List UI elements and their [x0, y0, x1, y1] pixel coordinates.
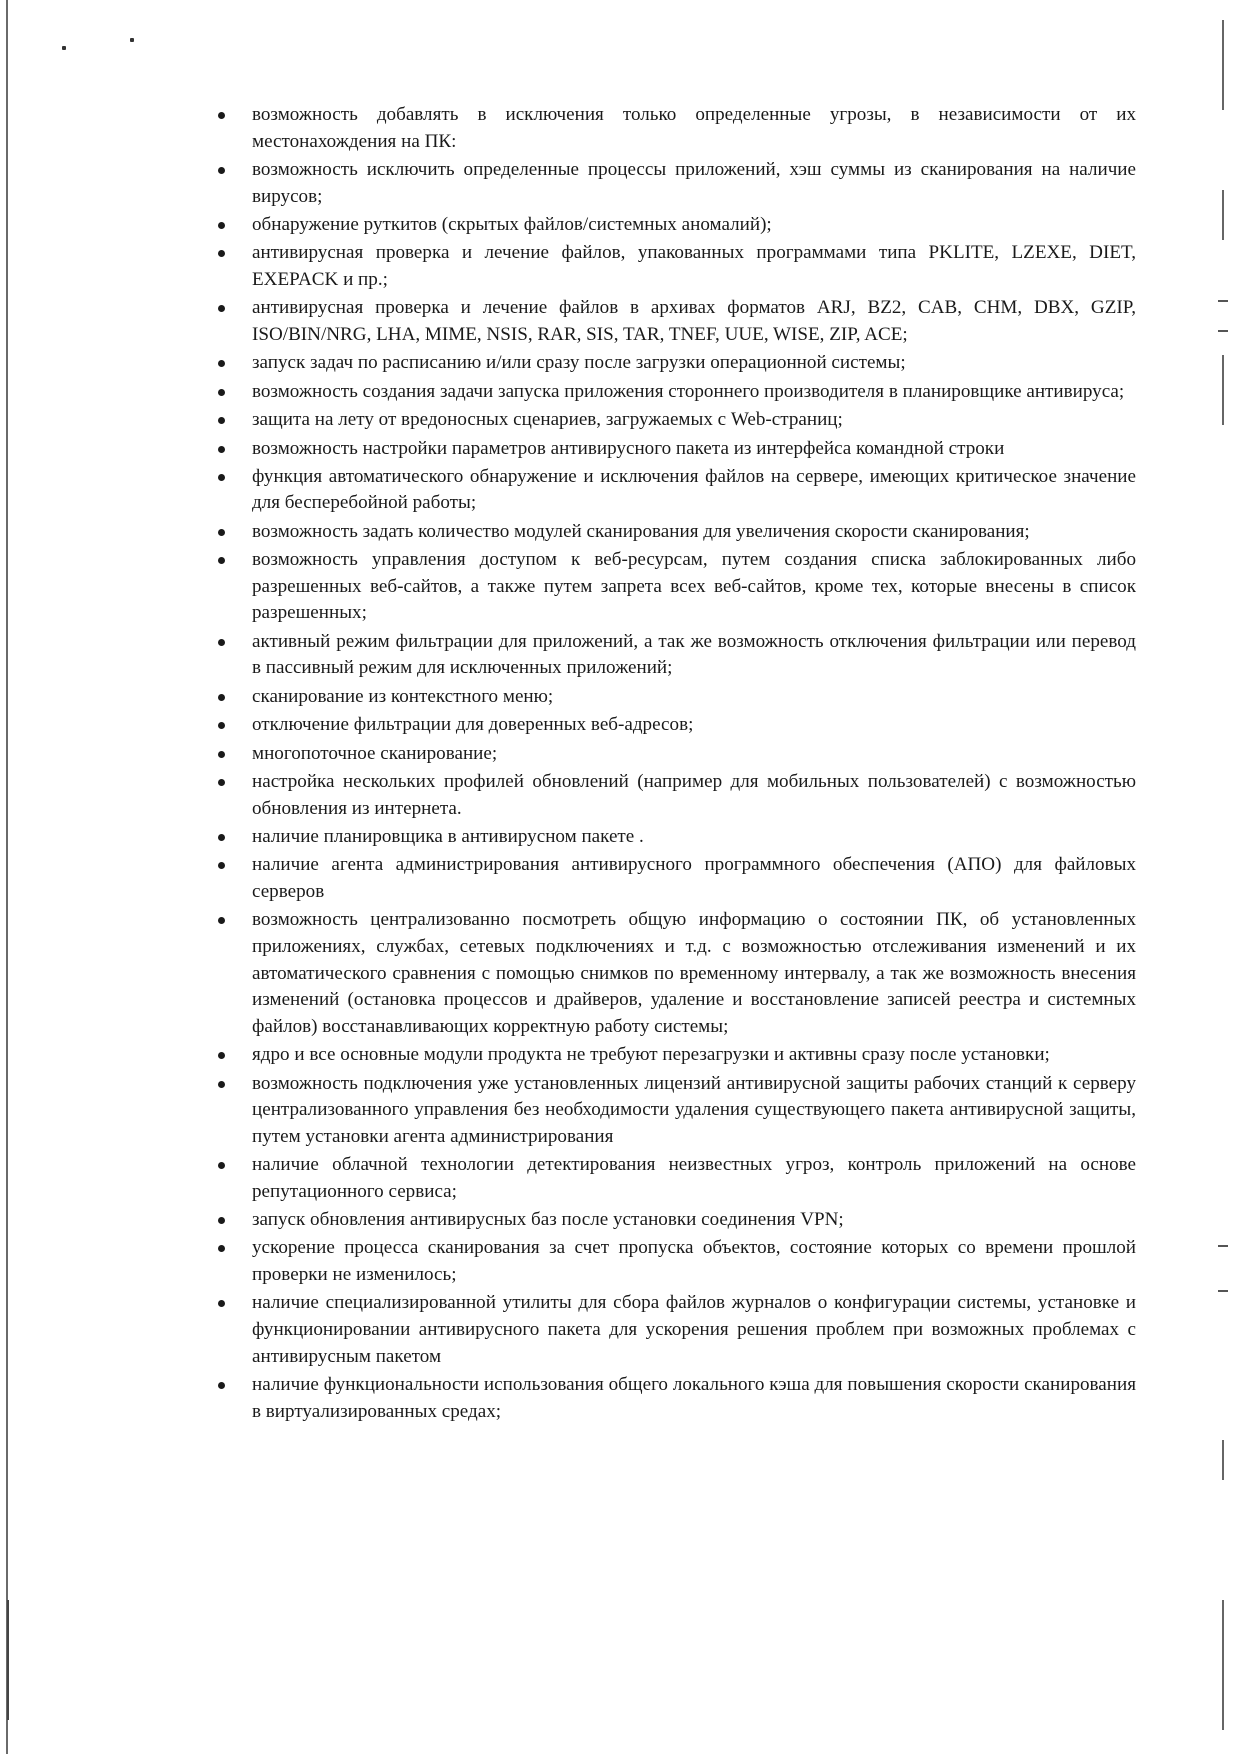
bullet-icon: [218, 1052, 225, 1059]
list-item-text: наличие агента администрирования антивирусного программного обеспечения (АПО) для файловых серверов: [252, 854, 1136, 902]
list-item-text: возможность задать количество модулей сканирования для увеличения скорости сканирования;: [252, 520, 1030, 542]
scan-speck: [130, 38, 134, 42]
scan-right-marks: [1222, 190, 1224, 240]
list-item: [218, 1372, 1136, 1425]
list-item-text: возможность подключения уже установленных лицензий антивирусной защиты рабочих станций к серверу централизованного управления без необходимости удаления существующего пакета антивирусной защиты, путем установки агента администрирования: [252, 1072, 1136, 1147]
list-item-text: запуск задач по расписанию и/или сразу после загрузки операционной системы;: [252, 352, 906, 374]
bullet-icon: [218, 751, 225, 758]
list-item: [218, 547, 1136, 627]
list-item: [218, 350, 1136, 377]
list-item-text: многопоточное сканирование;: [252, 742, 498, 764]
bullet-icon: [218, 474, 225, 481]
bullet-icon: [218, 417, 225, 424]
list-item: [218, 436, 1136, 463]
bullet-icon: [218, 446, 225, 453]
list-item: [218, 157, 1136, 210]
bullet-icon: [218, 1217, 225, 1224]
scan-right-marks: [1222, 1440, 1224, 1480]
scan-right-marks: [1222, 20, 1224, 110]
list-item: [218, 102, 1136, 155]
list-item-text: возможность исключить определенные процессы приложений, хэш суммы из сканирования на наличие вирусов;: [252, 158, 1136, 207]
bullet-icon: [218, 389, 225, 396]
bullet-icon: [218, 305, 225, 312]
scan-speck: [62, 46, 66, 50]
list-item: [218, 769, 1136, 822]
bullet-icon: [218, 250, 225, 257]
list-item-text: возможность добавлять в исключения только определенные угрозы, в независимости от их местонахождения на ПК:: [252, 104, 1136, 152]
list-item-text: наличие специализированной утилиты для сбора файлов журналов о конфигурации системы, установке и функционировании антивирусного пакета для ускорения решения проблем при возможных проблемах с антивирусным пакетом: [252, 1292, 1136, 1367]
scan-right-marks: [1222, 1600, 1224, 1730]
bullet-icon: [218, 834, 225, 841]
bullet-icon: [218, 222, 225, 229]
bullet-icon: [218, 917, 225, 924]
list-item-text: антивирусная проверка и лечение файлов, упакованных программами типа PKLITE, LZEXE, DIET, EXEPACK и пр.;: [252, 242, 1136, 290]
bullet-icon: [218, 639, 225, 646]
list-item-text: возможность централизованно посмотреть общую информацию о состоянии ПК, об установленных приложениях, службах, сетевых подключениях и т.д. с возможностью отслеживания изменений и их автоматического сравнения с помощью снимков по временному интервалу, а так же возможность внесения изменений (остановка процессов и драйверов, удаление и восстановление записей реестра и системных файлов) восстанавливающих корректную работу системы;: [252, 909, 1136, 1037]
list-item: [218, 519, 1136, 546]
list-item: [218, 684, 1136, 711]
list-item-text: активный режим фильтрации для приложений, а так же возможность отключения фильтрации или перевод в пассивный режим для исключенных приложений;: [252, 630, 1136, 679]
list-item-text: сканирование из контекстного меню;: [252, 685, 554, 707]
list-item: [218, 464, 1136, 517]
bullet-icon: [218, 862, 225, 869]
list-item-text: возможность управления доступом к веб-ресурсам, путем создания списка заблокированных либо разрешенных веб-сайтов, а также путем запрета всех веб-сайтов, кроме тех, которые внесены в список разрешенных;: [252, 549, 1136, 624]
list-item: [218, 824, 1136, 851]
list-item: [218, 629, 1136, 682]
list-item: [218, 907, 1136, 1040]
list-item-text: ядро и все основные модули продукта не требуют перезагрузки и активны сразу после установки;: [252, 1044, 1050, 1066]
list-item-text: функция автоматического обнаружение и исключения файлов на сервере, имеющих критическое значение для бесперебойной работы;: [252, 465, 1136, 514]
list-item-text: ускорение процесса сканирования за счет пропуска объектов, состояние которых со времени прошлой проверки не изменилось;: [252, 1237, 1136, 1286]
bullet-icon: [218, 722, 225, 729]
list-item-text: антивирусная проверка и лечение файлов в архивах форматов ARJ, BZ2, CAB, CHM, DBX, GZIP, ISO/BIN/NRG, LHA, MIME, NSIS, RAR, SIS, TAR, TNEF, UUE, WISE, ZIP, ACE;: [252, 297, 1136, 345]
scan-left-edge: [6, 0, 8, 1754]
bullet-icon: [218, 167, 225, 174]
list-item-text: наличие облачной технологии детектирования неизвестных угроз, контроль приложений на основе репутационного сервиса;: [252, 1154, 1136, 1202]
list-item-text: наличие планировщика в антивирусном пакете .: [252, 825, 644, 847]
list-item: [218, 1235, 1136, 1288]
list-item-text: наличие функциональности использования общего локального кэша для повышения скорости сканирования в виртуализированных средах;: [252, 1374, 1136, 1422]
bullet-icon: [218, 779, 225, 786]
list-item: [218, 1207, 1136, 1234]
list-item: [218, 1042, 1136, 1069]
requirements-list: [218, 102, 1136, 1427]
list-item: [218, 240, 1136, 293]
list-item: [218, 407, 1136, 434]
bullet-icon: [218, 1300, 225, 1307]
list-item: [218, 212, 1136, 239]
list-item-text: отключение фильтрации для доверенных веб-адресов;: [252, 714, 694, 736]
scan-right-marks: [1218, 300, 1228, 302]
bullet-icon: [218, 1081, 225, 1088]
list-item-text: возможность настройки параметров антивирусного пакета из интерфейса командной строки: [252, 437, 1005, 459]
list-item: [218, 1152, 1136, 1205]
list-item: [218, 379, 1136, 406]
scan-right-marks: [1222, 355, 1224, 425]
list-item: [218, 712, 1136, 739]
bullet-icon: [218, 529, 225, 536]
bullet-icon: [218, 1162, 225, 1169]
scan-right-marks: [1218, 1245, 1228, 1247]
list-item-text: защита на лету от вредоносных сценариев, загружаемых с Web-страниц;: [252, 409, 843, 431]
scan-right-marks: [1218, 1290, 1228, 1292]
bullet-icon: [218, 112, 225, 119]
list-item-text: запуск обновления антивирусных баз после установки соединения VPN;: [252, 1209, 844, 1231]
list-item-text: возможность создания задачи запуска приложения стороннего производителя в планировщике антивируса;: [252, 380, 1125, 402]
scan-right-marks: [1218, 330, 1228, 332]
list-item-text: настройка нескольких профилей обновлений (например для мобильных пользователей) с возможностью обновления из интернета.: [252, 771, 1136, 819]
list-item: [218, 1071, 1136, 1151]
list-item-text: обнаружение руткитов (скрытых файлов/системных аномалий);: [252, 213, 772, 235]
bullet-icon: [218, 1245, 225, 1252]
bullet-icon: [218, 1382, 225, 1389]
bullet-icon: [218, 694, 225, 701]
bullet-icon: [218, 557, 225, 564]
list-item: [218, 295, 1136, 348]
bullet-icon: [218, 360, 225, 367]
list-item: [218, 1290, 1136, 1370]
scan-left-marks: [7, 1600, 9, 1720]
list-item: [218, 741, 1136, 768]
list-item: [218, 852, 1136, 905]
